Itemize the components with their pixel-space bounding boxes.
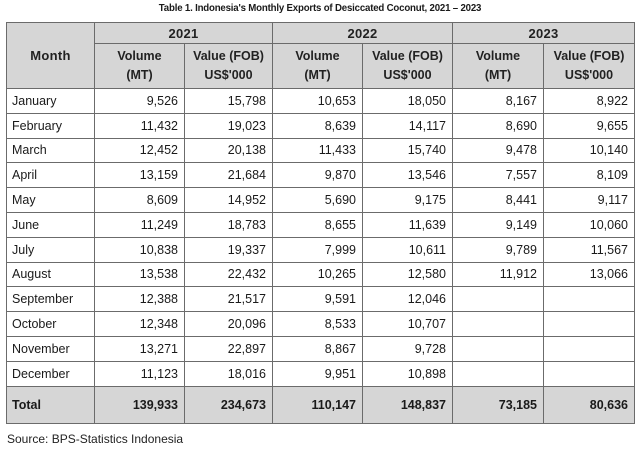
- volume-2022-cell: 9,870: [273, 163, 363, 188]
- volume-2021-cell: 10,838: [95, 237, 185, 262]
- month-cell: July: [7, 237, 95, 262]
- table-row: [7, 163, 635, 188]
- source-note: Source: BPS-Statistics Indonesia: [7, 432, 184, 446]
- value-2022-cell: 10,898: [363, 361, 453, 386]
- total-volume-2021: 139,933: [95, 386, 185, 423]
- value-2023-cell: 10,140: [544, 138, 635, 163]
- volume-2022-cell: 8,533: [273, 312, 363, 337]
- value-2023-cell: 13,066: [544, 262, 635, 287]
- month-cell: January: [7, 89, 95, 114]
- total-row: [7, 386, 635, 423]
- volume-2023-cell: 8,441: [453, 188, 544, 213]
- value-2022-cell: 10,611: [363, 237, 453, 262]
- exports-table: [6, 22, 635, 424]
- value-2023-cell: [544, 361, 635, 386]
- volume-2021-cell: 8,609: [95, 188, 185, 213]
- volume-2022-cell: 8,655: [273, 212, 363, 237]
- total-value-2021: 234,673: [185, 386, 273, 423]
- value-header: Value (FOB) US$'000: [185, 44, 273, 89]
- value-2021-cell: 19,337: [185, 237, 273, 262]
- volume-2023-cell: 7,557: [453, 163, 544, 188]
- volume-2023-cell: 9,149: [453, 212, 544, 237]
- year-header-2021: 2021: [95, 23, 273, 44]
- value-2023-cell: 10,060: [544, 212, 635, 237]
- table-row: [7, 89, 635, 114]
- table-header: [7, 23, 635, 89]
- value-2022-cell: 9,175: [363, 188, 453, 213]
- volume-2021-cell: 13,159: [95, 163, 185, 188]
- value-2022-cell: 15,740: [363, 138, 453, 163]
- volume-2023-cell: [453, 312, 544, 337]
- month-cell: February: [7, 113, 95, 138]
- value-2021-cell: 18,016: [185, 361, 273, 386]
- total-value-2022: 148,837: [363, 386, 453, 423]
- sub-header-row: [7, 44, 635, 89]
- volume-2022-cell: 10,265: [273, 262, 363, 287]
- volume-2021-cell: 11,249: [95, 212, 185, 237]
- value-2022-cell: 14,117: [363, 113, 453, 138]
- volume-2021-cell: 13,538: [95, 262, 185, 287]
- volume-2022-cell: 9,951: [273, 361, 363, 386]
- table-title: Table 1. Indonesia's Monthly Exports of Desiccated Coconut, 2021 – 2023: [158, 2, 482, 14]
- value-2021-cell: 15,798: [185, 89, 273, 114]
- volume-2021-cell: 9,526: [95, 89, 185, 114]
- volume-2022-cell: 8,867: [273, 336, 363, 361]
- value-2023-cell: 11,567: [544, 237, 635, 262]
- volume-2023-cell: [453, 287, 544, 312]
- year-header-2023: 2023: [453, 23, 635, 44]
- volume-2021-cell: 12,348: [95, 312, 185, 337]
- value-2021-cell: 14,952: [185, 188, 273, 213]
- value-2022-cell: 9,728: [363, 336, 453, 361]
- month-cell: December: [7, 361, 95, 386]
- table-row: [7, 312, 635, 337]
- value-2022-cell: 12,580: [363, 262, 453, 287]
- volume-2022-cell: 10,653: [273, 89, 363, 114]
- value-2023-cell: 8,109: [544, 163, 635, 188]
- total-volume-2023: 73,185: [453, 386, 544, 423]
- month-cell: September: [7, 287, 95, 312]
- volume-2021-cell: 11,123: [95, 361, 185, 386]
- value-2021-cell: 20,138: [185, 138, 273, 163]
- month-cell: March: [7, 138, 95, 163]
- value-2022-cell: 18,050: [363, 89, 453, 114]
- value-2022-cell: 11,639: [363, 212, 453, 237]
- table-row: [7, 138, 635, 163]
- volume-2023-cell: 8,690: [453, 113, 544, 138]
- month-cell: August: [7, 262, 95, 287]
- year-header-2022: 2022: [273, 23, 453, 44]
- month-cell: November: [7, 336, 95, 361]
- month-cell: May: [7, 188, 95, 213]
- month-header: Month: [7, 23, 95, 89]
- value-2023-cell: [544, 336, 635, 361]
- volume-2023-cell: 8,167: [453, 89, 544, 114]
- volume-2021-cell: 13,271: [95, 336, 185, 361]
- value-2022-cell: 12,046: [363, 287, 453, 312]
- table-footer: [7, 386, 635, 423]
- volume-2022-cell: 8,639: [273, 113, 363, 138]
- total-label: Total: [7, 386, 95, 423]
- value-2023-cell: [544, 287, 635, 312]
- table-row: [7, 237, 635, 262]
- value-2023-cell: 9,655: [544, 113, 635, 138]
- volume-2023-cell: 9,789: [453, 237, 544, 262]
- value-2023-cell: 8,922: [544, 89, 635, 114]
- volume-2021-cell: 12,388: [95, 287, 185, 312]
- value-2021-cell: 22,432: [185, 262, 273, 287]
- value-2021-cell: 18,783: [185, 212, 273, 237]
- table-row: [7, 287, 635, 312]
- table-row: [7, 113, 635, 138]
- volume-2022-cell: 7,999: [273, 237, 363, 262]
- value-header: Value (FOB) US$'000: [363, 44, 453, 89]
- month-cell: April: [7, 163, 95, 188]
- value-2023-cell: 9,117: [544, 188, 635, 213]
- value-2021-cell: 19,023: [185, 113, 273, 138]
- month-cell: June: [7, 212, 95, 237]
- year-header-row: [7, 23, 635, 44]
- value-2021-cell: 22,897: [185, 336, 273, 361]
- table-row: [7, 188, 635, 213]
- value-2023-cell: [544, 312, 635, 337]
- value-2021-cell: 21,684: [185, 163, 273, 188]
- table-row: [7, 336, 635, 361]
- volume-header: Volume (MT): [273, 44, 363, 89]
- table-row: [7, 212, 635, 237]
- volume-2023-cell: 9,478: [453, 138, 544, 163]
- total-volume-2022: 110,147: [273, 386, 363, 423]
- volume-2023-cell: [453, 336, 544, 361]
- volume-2023-cell: [453, 361, 544, 386]
- total-value-2023: 80,636: [544, 386, 635, 423]
- value-header: Value (FOB) US$'000: [544, 44, 635, 89]
- volume-2022-cell: 5,690: [273, 188, 363, 213]
- value-2022-cell: 10,707: [363, 312, 453, 337]
- month-cell: October: [7, 312, 95, 337]
- volume-2021-cell: 11,432: [95, 113, 185, 138]
- value-2021-cell: 21,517: [185, 287, 273, 312]
- table-row: [7, 361, 635, 386]
- volume-header: Volume (MT): [453, 44, 544, 89]
- volume-2023-cell: 11,912: [453, 262, 544, 287]
- volume-2022-cell: 11,433: [273, 138, 363, 163]
- value-2021-cell: 20,096: [185, 312, 273, 337]
- table-body: [7, 89, 635, 387]
- volume-2021-cell: 12,452: [95, 138, 185, 163]
- value-2022-cell: 13,546: [363, 163, 453, 188]
- volume-2022-cell: 9,591: [273, 287, 363, 312]
- table-row: [7, 262, 635, 287]
- volume-header: Volume (MT): [95, 44, 185, 89]
